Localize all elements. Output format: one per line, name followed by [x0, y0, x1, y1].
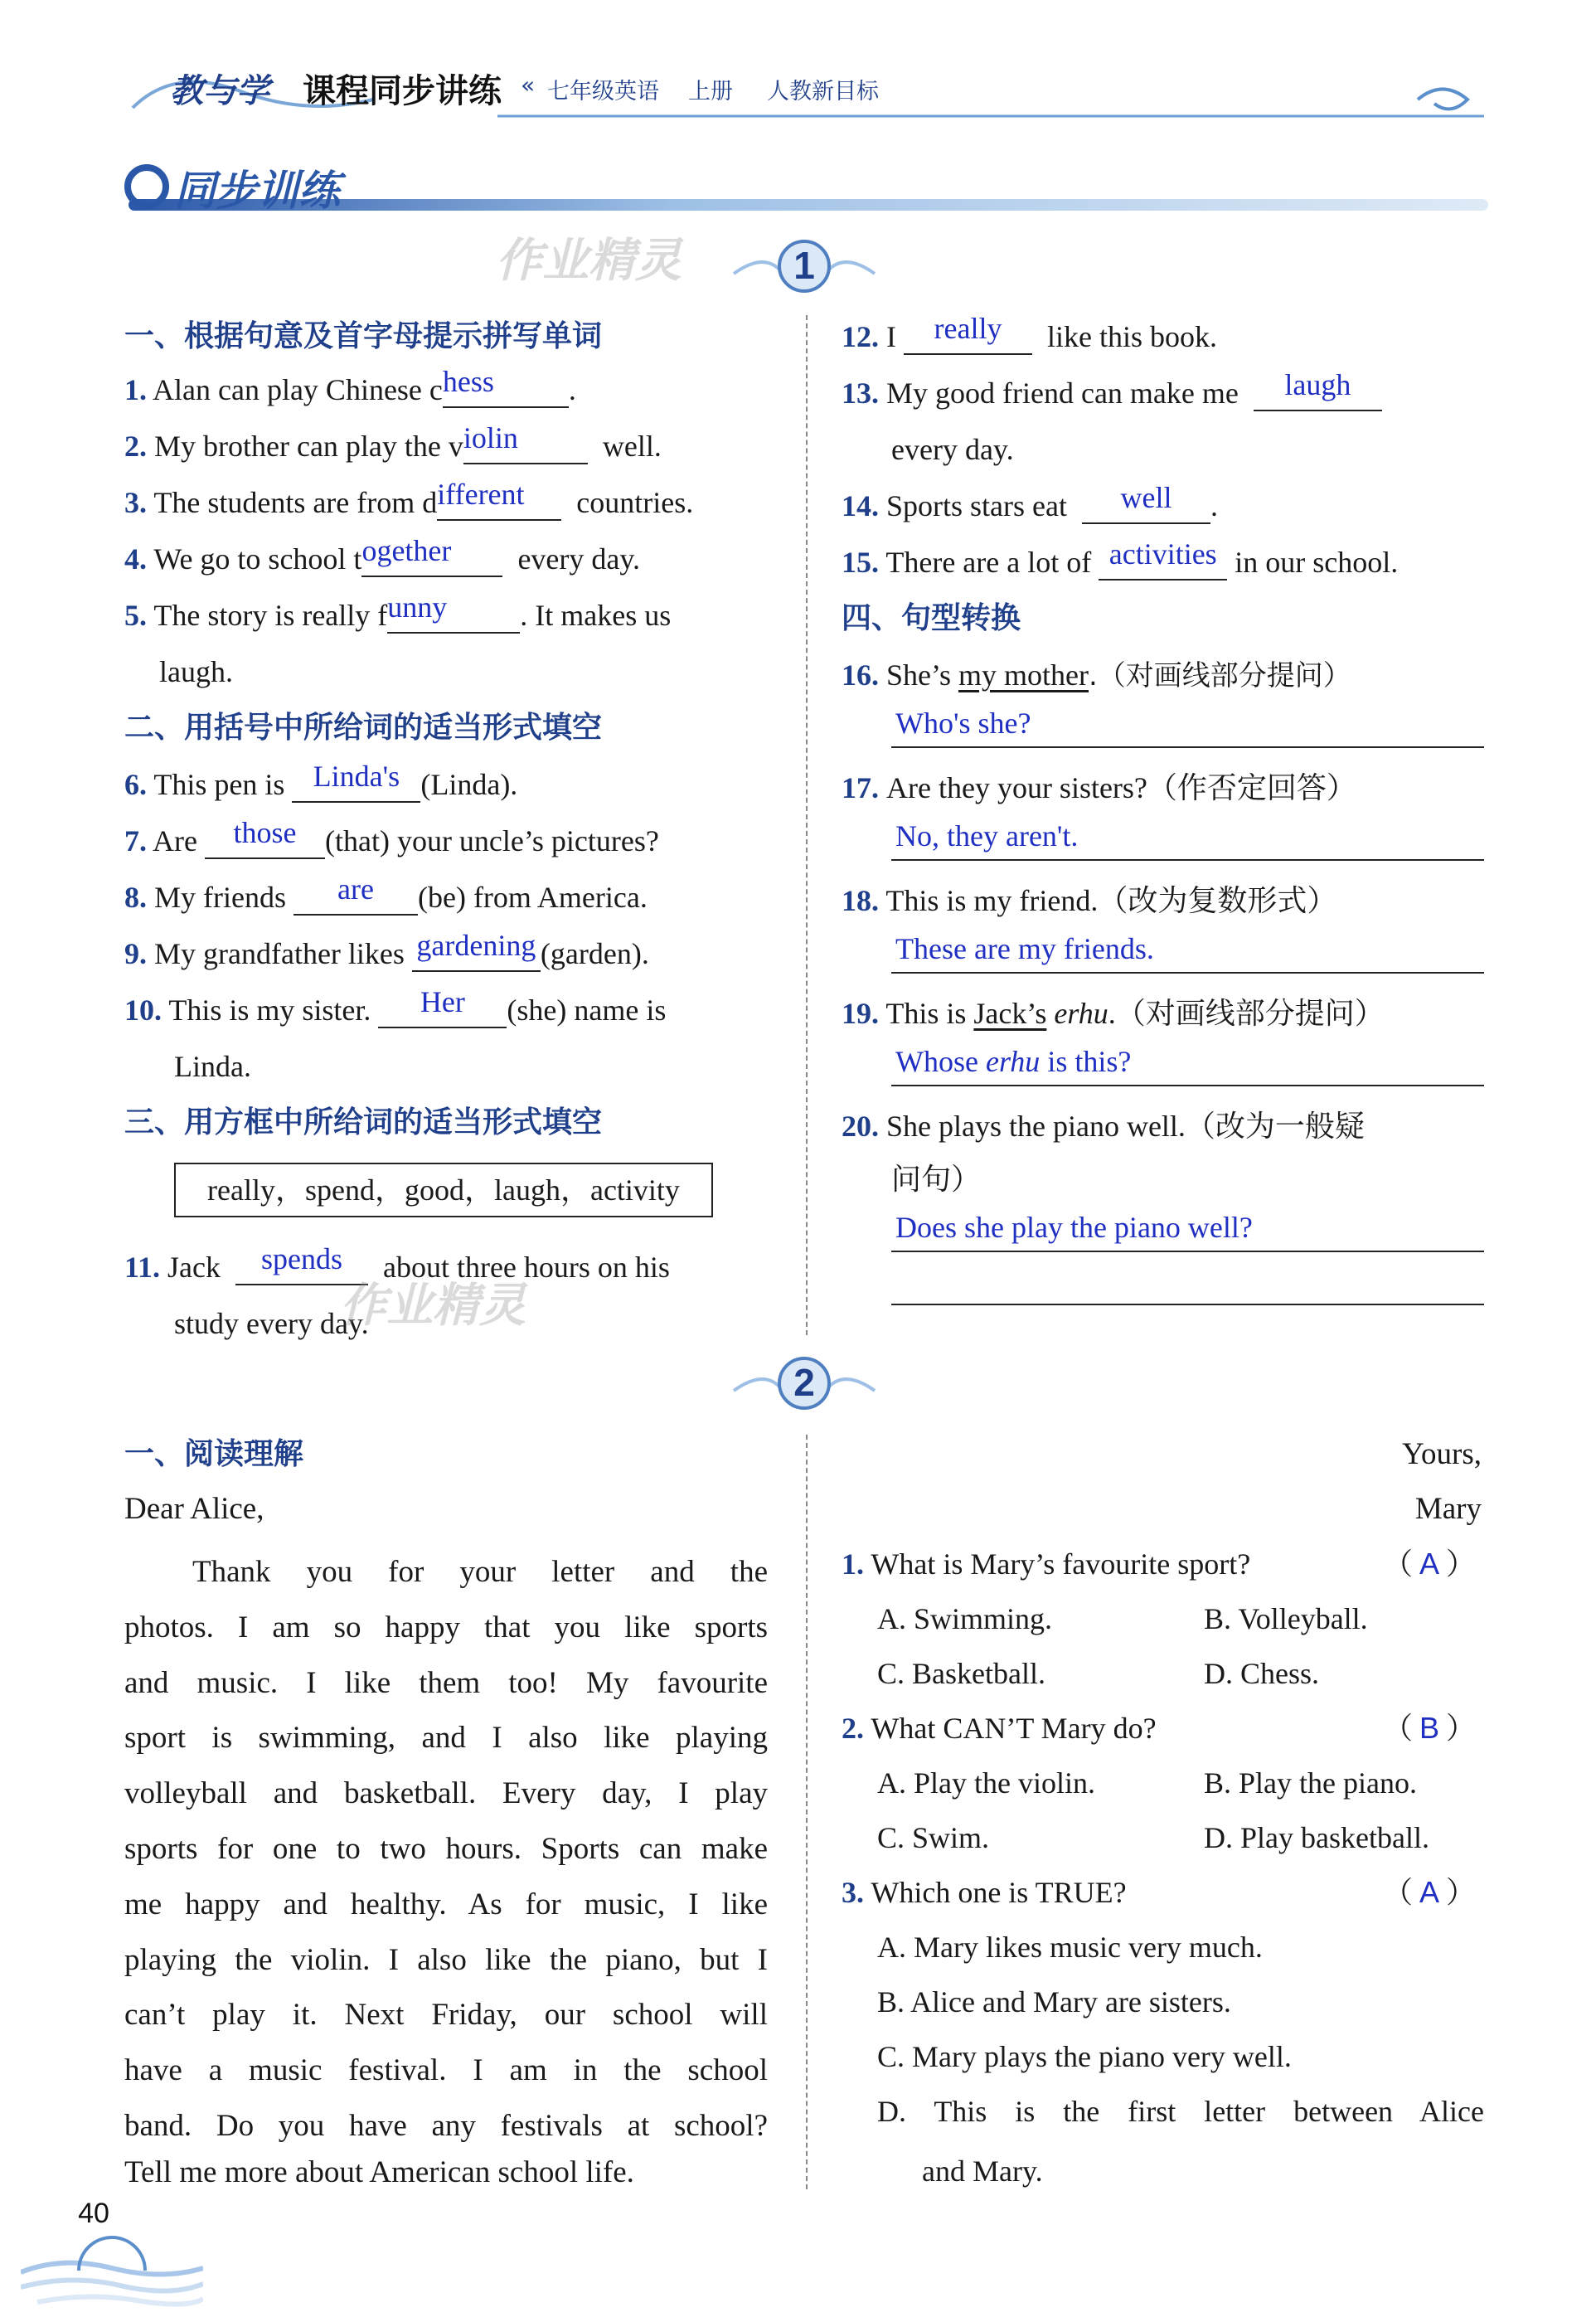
answer-bracket-1[interactable]: （ A ） [1383, 1544, 1484, 1584]
answer-blank[interactable] [463, 421, 588, 464]
letter-line: band. Do you have any festivals at school? [124, 2109, 768, 2143]
answer-19 [895, 1042, 1131, 1081]
question-text: Are [153, 824, 197, 857]
letter-line: volleyball and basketball. Every day, I play [124, 1776, 768, 1811]
question-text: The students are from d [153, 486, 438, 519]
question-number: 14. [842, 489, 879, 522]
option-3c[interactable]: C. Mary plays the piano very well. [877, 2040, 1292, 2073]
question-number: 1. [124, 373, 147, 406]
letter-last-line: Tell me more about American school life. [124, 2155, 634, 2189]
question-text-end: about three hours on his [382, 1251, 670, 1284]
question-text: Which one is TRUE? [871, 1876, 1127, 1909]
answer-line-20 [891, 1251, 1484, 1252]
question-text: This is [885, 997, 974, 1030]
answer-16: Who's she? [895, 707, 1031, 740]
heading-box-words: 三、用方框中所给词的适当形式填空 [124, 1105, 603, 1139]
word-box: really，spend，good，laugh，activity [174, 1163, 713, 1217]
question-number: 3. [842, 1876, 864, 1909]
option-2c[interactable]: C. Swim. [877, 1821, 990, 1854]
question-text: My grandfather likes [154, 937, 405, 970]
answer-19-italic: erhu [985, 1045, 1041, 1078]
question-number: 7. [124, 824, 147, 857]
option-1c[interactable]: C. Basketball. [877, 1657, 1045, 1690]
answer-text: spends [260, 1242, 342, 1275]
letter-salutation: Dear Alice, [124, 1492, 264, 1526]
question-number: 11. [124, 1251, 161, 1284]
letter-line: sport is swimming, and I also like playing [124, 1721, 768, 1756]
answer-line-20b [891, 1304, 1484, 1305]
underlined-part: my mother [958, 658, 1089, 692]
question-number: 1. [842, 1547, 864, 1581]
option-1b[interactable]: B. Volleyball. [1204, 1602, 1368, 1635]
option-3d[interactable]: D. This is the first letter between Alice [877, 2095, 1484, 2128]
question-number: 13. [842, 376, 879, 410]
question-number: 19. [842, 997, 879, 1030]
question-18 [842, 881, 1336, 921]
answer-text: really [934, 312, 1002, 345]
option-3a[interactable]: A. Mary likes music very much. [877, 1931, 1263, 1964]
question-number: 4. [124, 542, 147, 576]
answer-19-part1: Whose [895, 1045, 986, 1078]
question-10-cont: Linda. [174, 1050, 251, 1083]
section-banner-title: 同步训练 [174, 167, 340, 215]
answer-text: hess [442, 365, 494, 398]
question-5-cont: laugh. [159, 655, 233, 688]
question-text: My friends [154, 881, 286, 914]
answer-line-18 [891, 972, 1484, 974]
question-19 [842, 993, 1385, 1033]
badge-1-number: 1 [793, 244, 815, 287]
question-text: She plays the piano well.（改为一般疑 [886, 1110, 1365, 1143]
footer-wave-decoration [21, 2222, 203, 2314]
question-number: 8. [124, 881, 147, 914]
question-6 [124, 760, 518, 804]
answer-line-16 [891, 746, 1484, 748]
answer-text: those [233, 816, 297, 849]
header-volume: 上册 [688, 79, 733, 104]
letter-closing: Yours, [1402, 1437, 1482, 1471]
letter-line: playing the violin. I also like the piano, but I [124, 1942, 768, 1977]
question-text-end: (that) your uncle’s pictures? [324, 824, 659, 857]
question-number: 6. [124, 768, 147, 801]
option-1d[interactable]: D. Chess. [1204, 1657, 1320, 1690]
question-number: 10. [124, 993, 162, 1027]
question-instruction: .（对画线部分提问） [1089, 659, 1351, 692]
question-text: This is my sister. [168, 993, 371, 1027]
answer-bracket-3[interactable]: （ A ） [1383, 1873, 1484, 1912]
header-book-title: 课程同步讲练 [303, 72, 502, 110]
question-text: My brother can play the v [154, 430, 463, 463]
question-text: Alan can play Chinese c [153, 373, 443, 406]
question-text: I [886, 320, 896, 353]
option-2b[interactable]: B. Play the piano. [1204, 1766, 1417, 1800]
page-number: 40 [78, 2198, 109, 2229]
answer-blank[interactable] [361, 534, 502, 577]
answer-choice: A [1419, 1547, 1440, 1581]
watermark-top: 作业精灵 [496, 234, 682, 288]
question-8 [124, 872, 648, 917]
question-text-end: well. [602, 430, 662, 463]
reading-question-3 [842, 1873, 1127, 1912]
question-text-end: (be) from America. [417, 881, 648, 914]
answer-text: are [337, 872, 374, 906]
question-text: There are a lot of [885, 546, 1092, 579]
question-13-cont: every day. [891, 433, 1014, 466]
header-guillemet: « [521, 71, 536, 99]
answer-text: Her [420, 985, 465, 1018]
question-text: We go to school t [153, 542, 362, 576]
badge-2-number: 2 [793, 1361, 815, 1404]
letter-line: Thank you for your letter and the [192, 1555, 768, 1589]
question-text: Sports stars eat [886, 489, 1067, 522]
question-text-end: . [568, 373, 576, 406]
question-instruction: .（对画线部分提问） [1108, 997, 1385, 1030]
answer-text: unny [387, 590, 448, 624]
letter-line: me happy and healthy. As for music, I like [124, 1887, 768, 1921]
question-number: 20. [842, 1110, 879, 1143]
option-2d[interactable]: D. Play basketball. [1204, 1821, 1429, 1854]
answer-choice: A [1419, 1875, 1440, 1909]
letter-line: and music. I like them too! My favourite [124, 1665, 768, 1700]
question-number: 15. [842, 546, 879, 579]
answer-text: iolin [463, 421, 518, 454]
answer-text: ifferent [437, 478, 525, 511]
header-grade-subject: 七年级英语 [547, 79, 659, 104]
answer-bracket-2[interactable]: （ B ） [1383, 1708, 1484, 1748]
question-number: 17. [842, 771, 879, 804]
question-13 [842, 368, 1382, 413]
answer-text: ogether [361, 534, 452, 567]
question-number: 3. [124, 486, 147, 519]
answer-line-19 [891, 1085, 1484, 1086]
answer-text: laugh [1284, 368, 1351, 401]
question-3 [124, 478, 694, 522]
question-number: 12. [842, 320, 879, 353]
question-text: This pen is [153, 768, 285, 801]
watermark-mid: 作业精灵 [340, 1279, 526, 1333]
letter-line: photos. I am so happy that you like sports [124, 1610, 768, 1644]
column-divider-1 [806, 315, 808, 1335]
question-number: 2. [842, 1712, 864, 1745]
question-text: Are they your sisters?（作否定回答） [886, 771, 1356, 804]
answer-text: Linda's [313, 760, 400, 793]
answer-blank[interactable] [387, 590, 520, 634]
answer-text: gardening [416, 929, 536, 962]
answer-20: Does she play the piano well? [895, 1211, 1253, 1244]
question-text: What is Mary’s favourite sport? [871, 1547, 1251, 1581]
answer-choice: B [1419, 1711, 1440, 1745]
question-text: This is my friend.（改为复数形式） [885, 884, 1337, 917]
answer-blank[interactable] [205, 816, 325, 859]
heading-word-forms: 二、用括号中所给词的适当形式填空 [124, 711, 603, 745]
question-11-cont: study every day. [174, 1307, 369, 1340]
answer-blank[interactable] [904, 312, 1032, 355]
question-text: She’s [886, 658, 959, 692]
column-divider-2 [806, 1435, 808, 2189]
answer-blank[interactable] [292, 760, 420, 803]
question-italic-word: erhu [1046, 997, 1108, 1030]
question-17 [842, 768, 1356, 808]
question-text-end: in our school. [1235, 546, 1399, 579]
letter-line: have a music festival. I am in the school [124, 2053, 768, 2088]
option-2a[interactable]: A. Play the violin. [877, 1766, 1095, 1800]
heading-sentence-transform: 四、句型转换 [842, 601, 1021, 635]
question-text: Jack [167, 1251, 221, 1284]
question-number: 16. [842, 658, 879, 692]
answer-19-part3: is this? [1040, 1045, 1132, 1078]
answer-blank[interactable] [1254, 368, 1382, 411]
question-text-end: . [1210, 489, 1218, 522]
question-number: 18. [842, 884, 879, 917]
answer-17: No, they aren't. [895, 819, 1079, 853]
answer-18: These are my friends. [895, 932, 1154, 965]
option-3b[interactable]: B. Alice and Mary are sisters. [877, 1985, 1231, 2018]
question-text: My good friend can make me [886, 376, 1239, 410]
question-text-end: every day. [517, 542, 641, 576]
question-text: What CAN’T Mary do? [871, 1712, 1157, 1745]
question-9 [124, 929, 649, 974]
reading-question-2 [842, 1708, 1157, 1748]
question-14 [842, 481, 1218, 526]
section-banner-icon [124, 164, 169, 209]
answer-blank[interactable] [442, 365, 569, 408]
answer-line-17 [891, 859, 1484, 861]
answer-blank[interactable] [1099, 537, 1227, 580]
question-text-end: (garden). [540, 937, 649, 970]
question-text: The story is really f [153, 599, 388, 632]
question-16 [842, 655, 1351, 696]
question-text-end: (she) name is [507, 993, 667, 1027]
question-1 [124, 365, 576, 410]
heading-reading: 一、阅读理解 [124, 1437, 304, 1471]
header-edition: 人教新目标 [767, 79, 879, 104]
answer-blank[interactable] [1082, 481, 1210, 524]
letter-line: can’t play it. Next Friday, our school will [124, 1998, 768, 2033]
question-2 [124, 421, 662, 466]
answer-text: well [1120, 481, 1172, 514]
reading-question-1 [842, 1544, 1250, 1584]
question-text-end: . It makes us [520, 599, 672, 632]
option-1a[interactable]: A. Swimming. [877, 1602, 1053, 1635]
question-7 [124, 816, 659, 861]
answer-blank[interactable] [412, 929, 541, 972]
answer-text: activities [1108, 537, 1217, 571]
header-logo: 教与学 [170, 72, 269, 110]
answer-blank[interactable] [437, 478, 561, 521]
answer-blank[interactable] [378, 985, 507, 1028]
heading-spelling: 一、根据句意及首字母提示拼写单词 [124, 319, 603, 353]
letter-signature: Mary [1414, 1492, 1482, 1526]
underlined-part: Jack’s [973, 997, 1047, 1030]
question-number: 9. [124, 937, 147, 970]
question-4 [124, 534, 641, 579]
question-number: 2. [124, 430, 147, 463]
question-text-end: (Linda). [420, 768, 518, 801]
question-number: 5. [124, 599, 147, 632]
letter-line: sports for one to two hours. Sports can make [124, 1832, 768, 1866]
answer-blank[interactable] [293, 872, 418, 916]
option-3d-cont: and Mary. [922, 2154, 1043, 2188]
question-12 [842, 312, 1217, 357]
question-20-cont: 问句） [891, 1163, 982, 1196]
question-15 [842, 537, 1399, 582]
question-5 [124, 590, 672, 635]
question-text-end: like this book. [1047, 320, 1217, 353]
question-text-end: countries. [576, 486, 694, 519]
question-10 [124, 985, 667, 1030]
question-20 [842, 1106, 1365, 1146]
